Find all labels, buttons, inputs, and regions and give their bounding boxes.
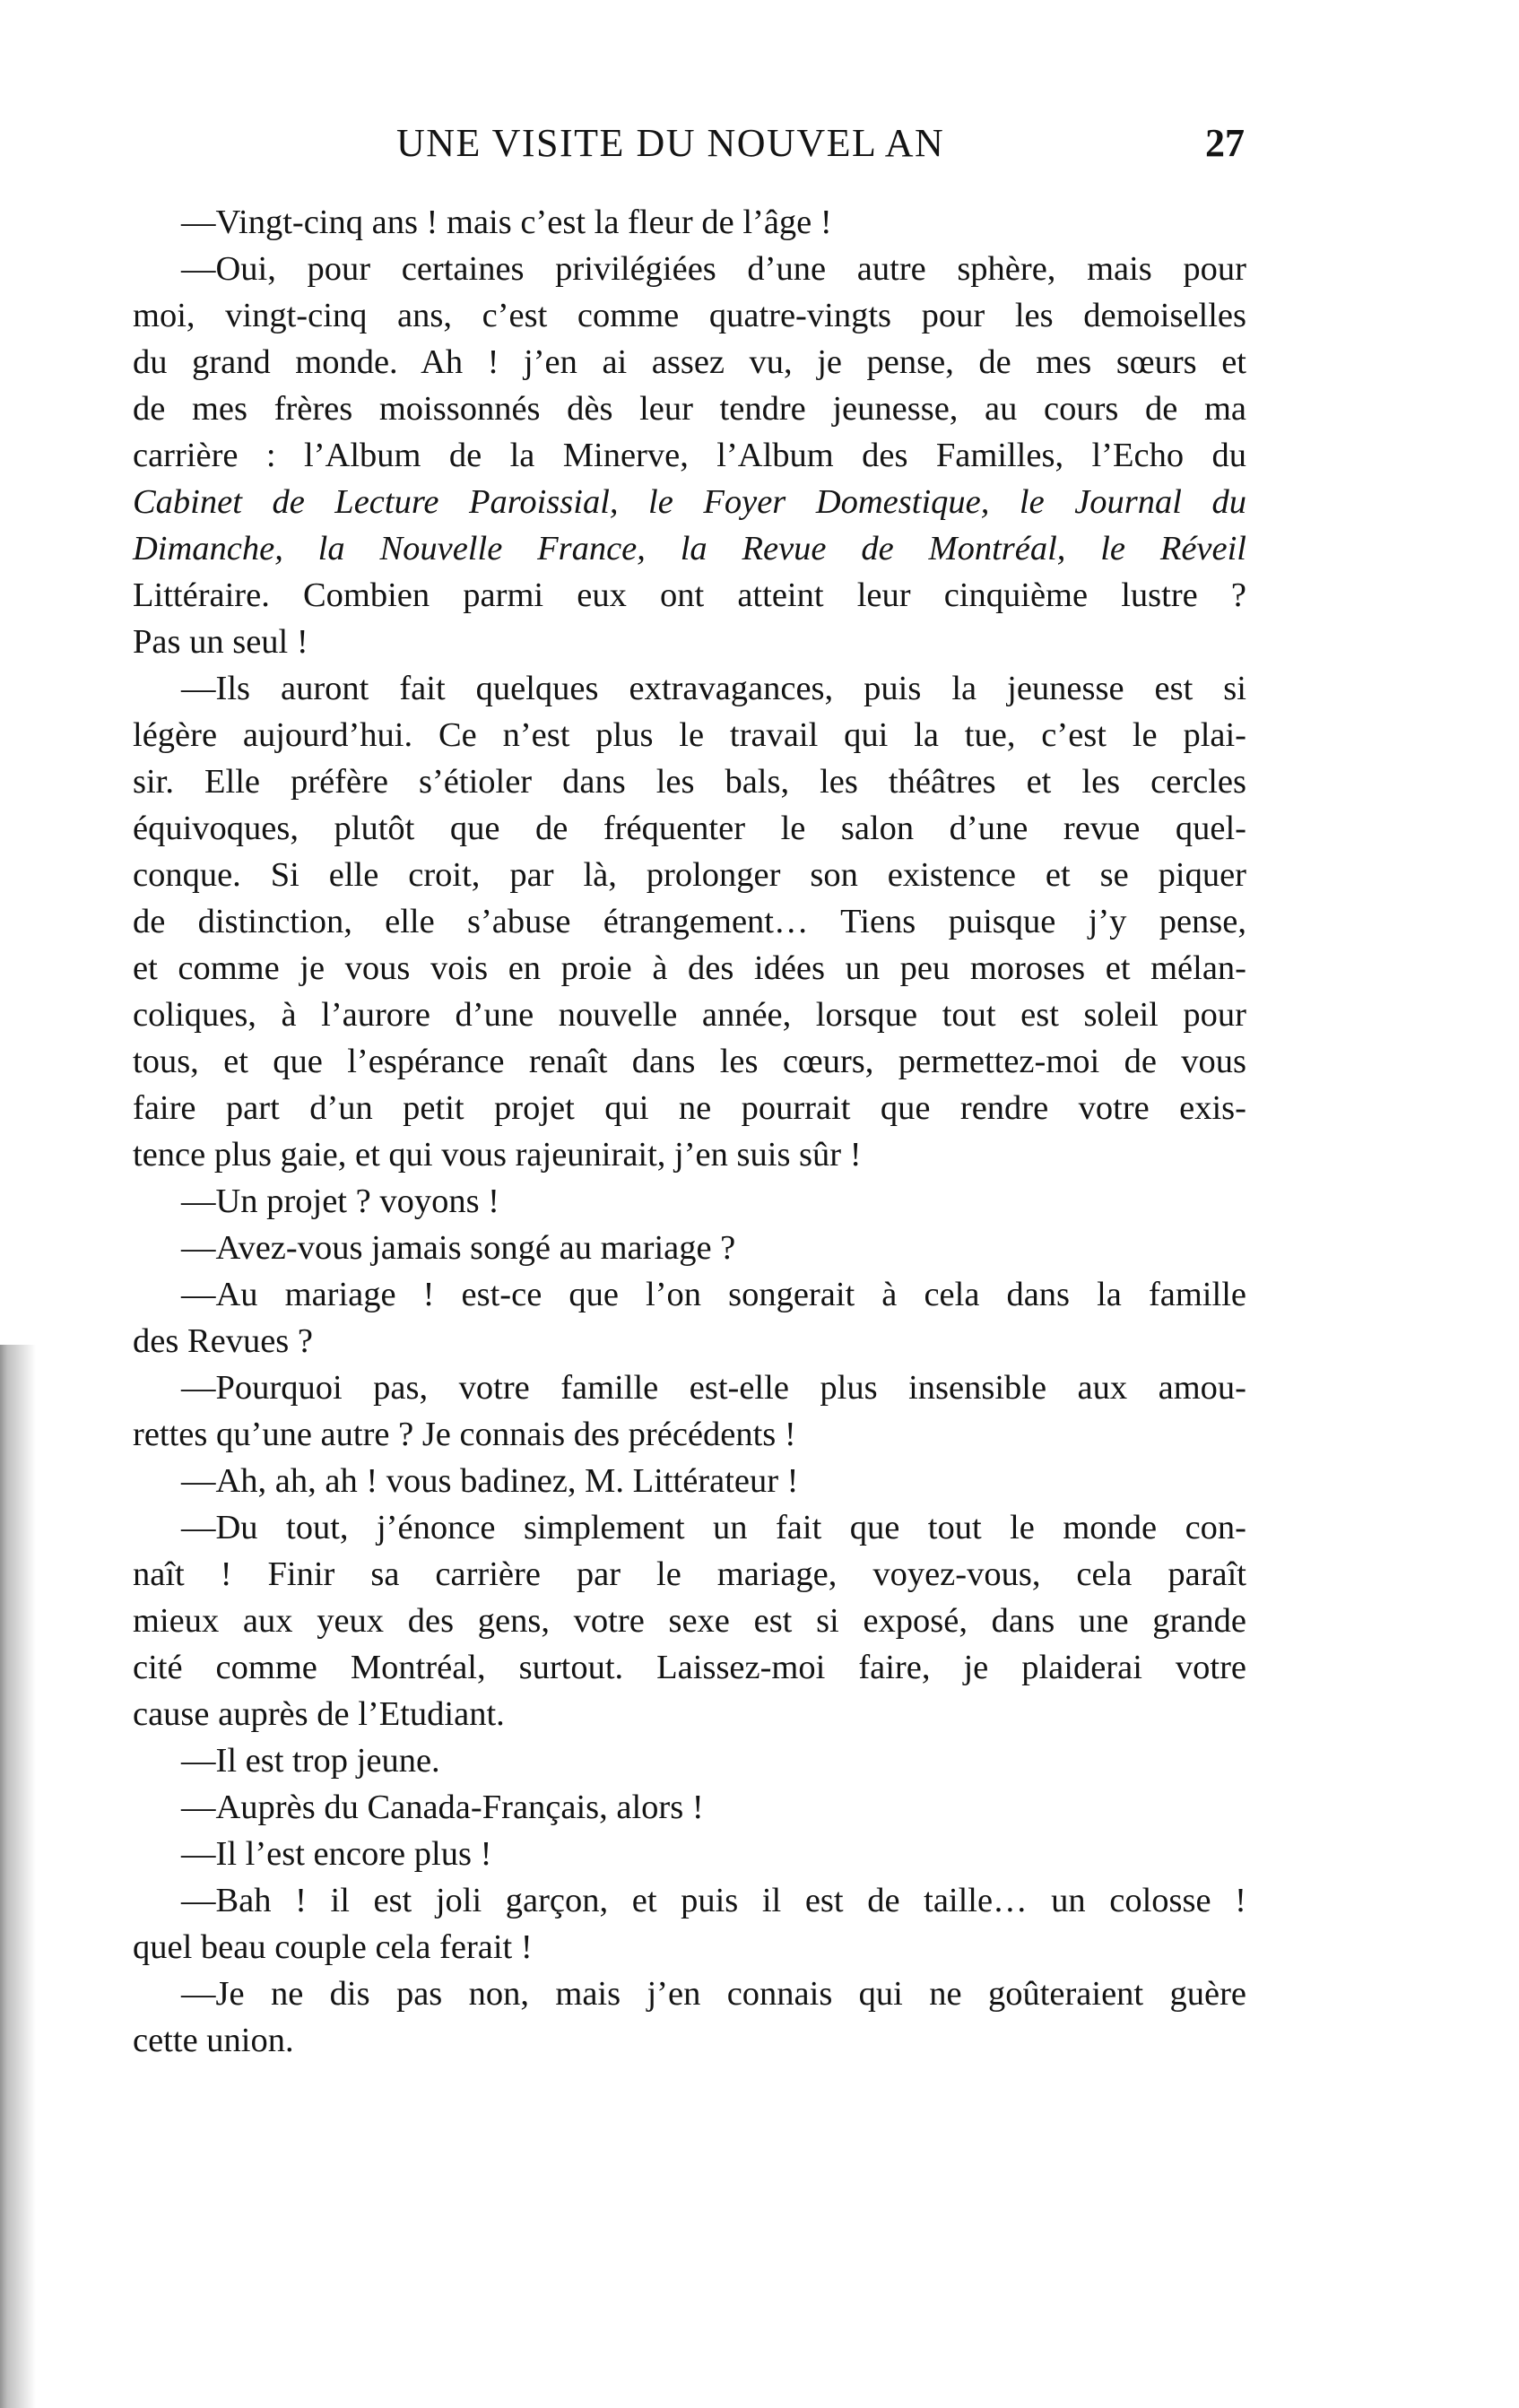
text-line: —Il l’est encore plus ! xyxy=(181,1835,492,1873)
text-line: —Ah, ah, ah ! vous badinez, M. Littérateur ! xyxy=(181,1462,799,1500)
page-gutter-shadow xyxy=(0,1345,36,2408)
page-number: 27 xyxy=(1205,121,1245,165)
text-line: légère aujourd’hui. Ce n’est plus le travail qui la tue, c’est le plai- xyxy=(133,716,1246,754)
text-line: sir. Elle préfère s’étioler dans les bals, les théâtres et les cercles xyxy=(133,763,1246,801)
text-line: —Auprès du Canada-Français, alors ! xyxy=(181,1789,704,1826)
page-header xyxy=(133,120,1245,174)
text-line: —Avez-vous jamais songé au mariage ? xyxy=(181,1229,736,1267)
text-line: Dimanche, la Nouvelle France, la Revue de Montréal, le Réveil xyxy=(133,530,1246,567)
text-line: du grand monde. Ah ! j’en ai assez vu, je pense, de mes sœurs et xyxy=(133,343,1246,381)
text-line: tous, et que l’espérance renaît dans les cœurs, permettez-moi de vous xyxy=(133,1043,1246,1080)
text-line: —Ils auront fait quelques extravagances, puis la jeunesse est si xyxy=(181,670,1246,707)
text-line: quel beau couple cela ferait ! xyxy=(133,1928,533,1966)
text-line: —Il est trop jeune. xyxy=(181,1742,440,1780)
text-line: rettes qu’une autre ? Je connais des précédents ! xyxy=(133,1416,796,1453)
text-line: Littéraire. Combien parmi eux ont atteint leur cinquième lustre ? xyxy=(133,576,1246,614)
text-line: naît ! Finir sa carrière par le mariage, voyez-vous, cela paraît xyxy=(133,1555,1246,1593)
text-line: équivoques, plutôt que de fréquenter le salon d’une revue quel- xyxy=(133,810,1246,847)
text-line: —Bah ! il est joli garçon, et puis il est de taille… un colosse ! xyxy=(181,1882,1246,1919)
text-line: faire part d’un petit projet qui ne pourrait que rendre votre exis- xyxy=(133,1089,1246,1127)
text-line: Cabinet de Lecture Paroissial, le Foyer Domestique, le Journal du xyxy=(133,483,1246,521)
text-line: —Un projet ? voyons ! xyxy=(181,1182,499,1220)
text-line: de distinction, elle s’abuse étrangement… Tiens puisque j’y pense, xyxy=(133,903,1246,940)
text-line: mieux aux yeux des gens, votre sexe est si exposé, dans une grande xyxy=(133,1602,1246,1640)
text-line: et comme je vous vois en proie à des idées un peu moroses et mélan- xyxy=(133,949,1246,987)
text-line: —Au mariage ! est-ce que l’on songerait à cela dans la famille xyxy=(181,1276,1246,1313)
text-line: cette union. xyxy=(133,2022,294,2059)
text-line: —Pourquoi pas, votre famille est-elle plus insensible aux amou- xyxy=(181,1369,1246,1407)
text-line: des Revues ? xyxy=(133,1322,313,1360)
text-line: moi, vingt-cinq ans, c’est comme quatre-vingts pour les demoiselles xyxy=(133,297,1246,334)
text-line: cause auprès de l’Etudiant. xyxy=(133,1695,505,1733)
text-line: conque. Si elle croit, par là, prolonger son existence et se piquer xyxy=(133,856,1246,894)
text-line: —Oui, pour certaines privilégiées d’une autre sphère, mais pour xyxy=(181,250,1246,288)
text-line: —Du tout, j’énonce simplement un fait que tout le monde con- xyxy=(181,1509,1246,1546)
body-text xyxy=(133,199,1246,2064)
text-line: tence plus gaie, et qui vous rajeunirait, j’en suis sûr ! xyxy=(133,1136,862,1174)
text-line: Pas un seul ! xyxy=(133,623,308,661)
text-line: de mes frères moissonnés dès leur tendre jeunesse, au cours de ma xyxy=(133,390,1246,428)
running-head: UNE VISITE DU NOUVEL AN xyxy=(396,121,945,165)
text-line: —Vingt-cinq ans ! mais c’est la fleur de l’âge ! xyxy=(181,204,832,241)
text-line: —Je ne dis pas non, mais j’en connais qui ne goûteraient guère xyxy=(181,1975,1246,2013)
text-line: coliques, à l’aurore d’une nouvelle année, lorsque tout est soleil pour xyxy=(133,996,1246,1034)
text-line: cité comme Montréal, surtout. Laissez-moi faire, je plaiderai votre xyxy=(133,1649,1246,1686)
text-line: carrière : l’Album de la Minerve, l’Album des Familles, l’Echo du xyxy=(133,437,1246,474)
